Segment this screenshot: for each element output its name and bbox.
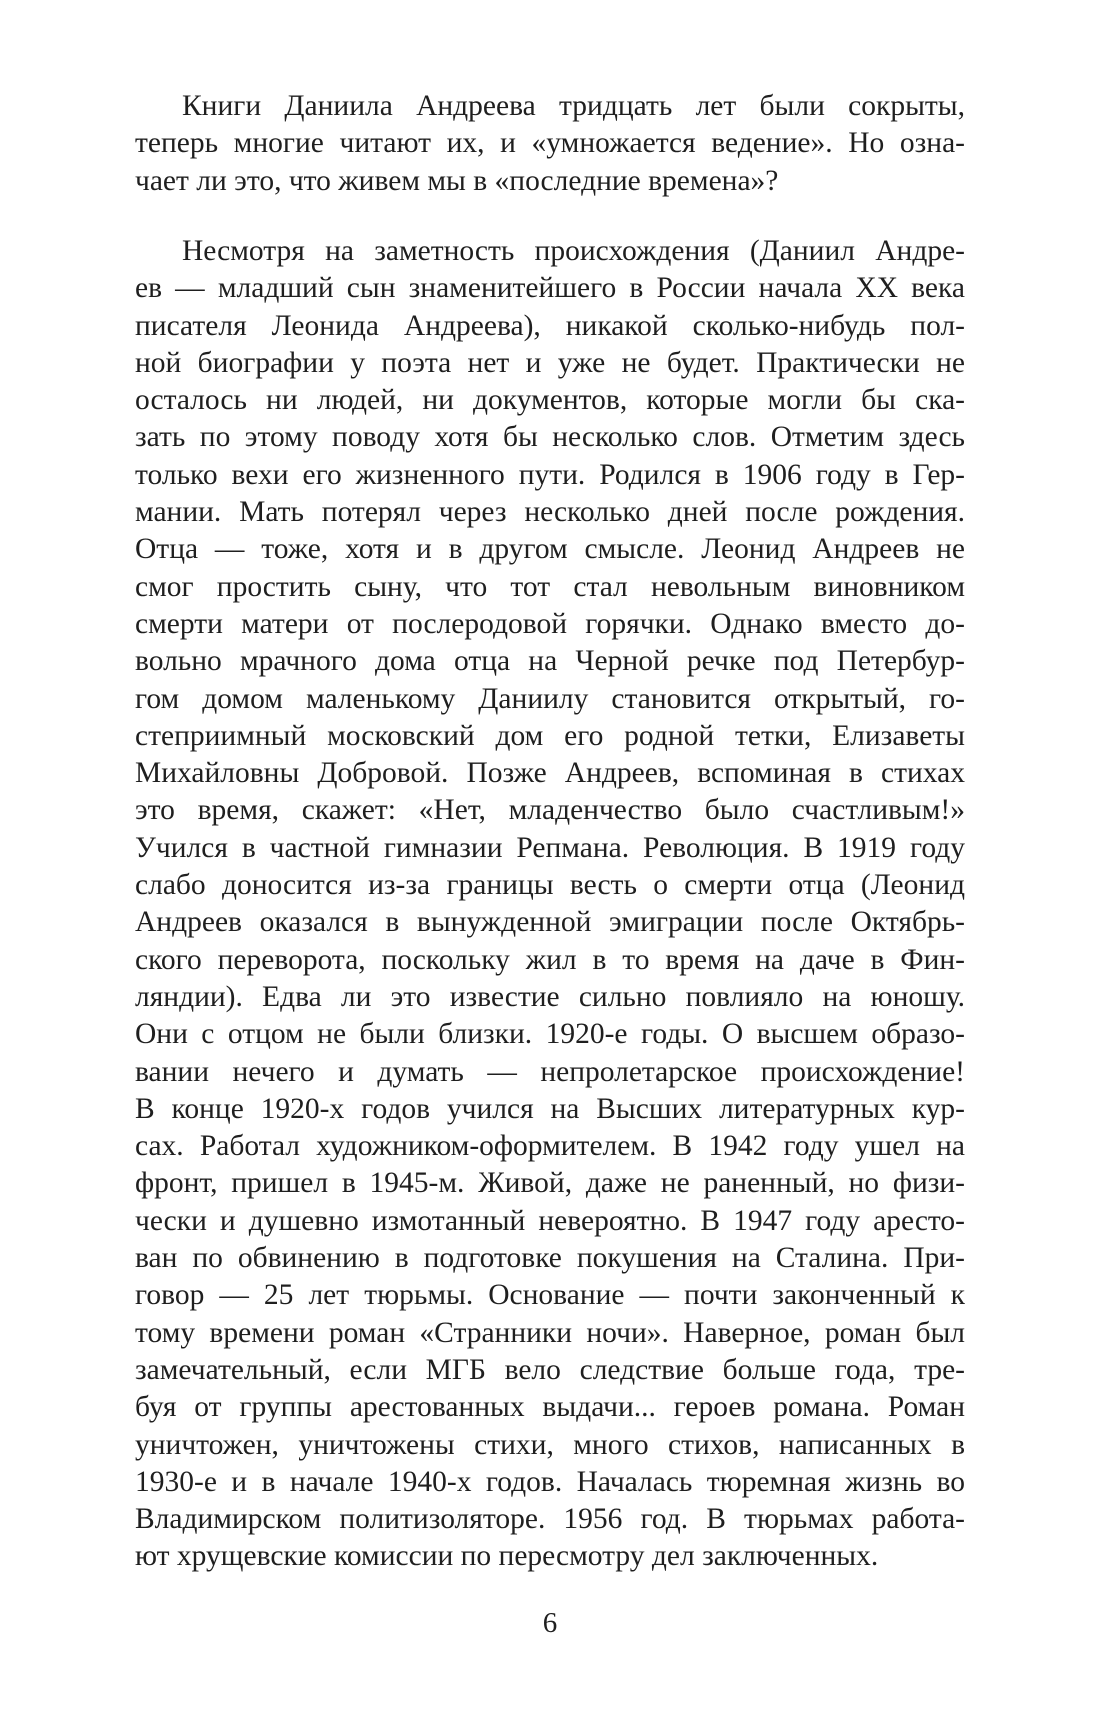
text-line: чает ли это, что живем мы в «последние времена»? (135, 164, 779, 197)
text-line: осталось ни людей, ни документов, которые могли бы ска- (135, 384, 965, 417)
text-line: ван по обвинению в подготовке покушения на Сталина. При- (135, 1242, 965, 1275)
paragraph-1 (135, 88, 965, 200)
text-line: тому времени роман «Странники ночи». Наверное, роман был (135, 1316, 965, 1349)
page-number: 6 (542, 1607, 558, 1639)
text-line: уничтожен, уничтожены стихи, много стихов, написанных в (135, 1428, 965, 1461)
paragraph-2 (135, 233, 965, 1576)
text-line: слабо доносится из-за границы весть о смерти отца (Леонид (135, 869, 965, 902)
text-line: В конце 1920-х годов учился на Высших литературных кур- (135, 1092, 965, 1125)
text-line: гом домом маленькому Даниилу становится открытый, го- (135, 682, 965, 715)
text-line: Михайловны Добровой. Позже Андреев, вспоминая в стихах (135, 757, 965, 790)
text-line: зать по этому поводу хотя бы несколько слов. Отметим здесь (135, 421, 965, 454)
text-line: ского переворота, поскольку жил в то время на даче в Фин- (135, 943, 965, 976)
text-line: фронт, пришел в 1945-м. Живой, даже не раненный, но физи- (135, 1167, 965, 1200)
text-line: сах. Работал художником-оформителем. В 1942 году ушел на (135, 1130, 965, 1163)
text-line: только вехи его жизненного пути. Родился в 1906 году в Гер- (135, 458, 965, 491)
text-line: ной биографии у поэта нет и уже не будет. Практически не (135, 346, 965, 379)
text-line: ев — младший сын знаменитейшего в России начала XX века (135, 272, 965, 305)
text-line: степриимный московский дом его родной тетки, Елизаветы (135, 719, 965, 752)
text-line: вольно мрачного дома отца на Черной речке под Петербур- (135, 645, 965, 678)
text-line: замечательный, если МГБ вело следствие больше года, тре- (135, 1353, 965, 1386)
text-line: вании нечего и думать — непролетарское происхождение! (135, 1055, 965, 1088)
text-line: 1930-е и в начале 1940-х годов. Началась тюремная жизнь во (135, 1465, 965, 1498)
text-line: Они с отцом не были близки. 1920-е годы. О высшем образо- (135, 1018, 965, 1051)
text-line: писателя Леонида Андреева), никакой сколько-нибудь пол- (135, 309, 965, 342)
text-line: ляндии). Едва ли это известие сильно повлияло на юношу. (135, 980, 965, 1013)
text-line: это время, скажет: «Нет, младенчество было счастливым!» (135, 794, 965, 827)
text-line: Отца — тоже, хотя и в другом смысле. Леонид Андреев не (135, 533, 965, 566)
text-line: мании. Мать потерял через несколько дней после рождения. (135, 496, 965, 529)
text-line: Учился в частной гимназии Репмана. Революция. В 1919 году (135, 831, 965, 864)
text-line: Андреев оказался в вынужденной эмиграции после Октябрь- (135, 906, 965, 939)
text-line: смерти матери от послеродовой горячки. Однако вместо до- (135, 607, 965, 640)
text-line: Книги Даниила Андреева тридцать лет были сокрыты, (182, 90, 965, 122)
text-line: чески и душевно измотанный невероятно. В 1947 году аресто- (135, 1204, 965, 1237)
text-line: ют хрущевские комиссии по пересмотру дел заключенных. (135, 1540, 879, 1573)
text-line: Несмотря на заметность происхождения (Даниил Андре- (182, 235, 965, 267)
book-page (135, 0, 965, 1721)
text-line: смог простить сыну, что тот стал невольным виновником (135, 570, 965, 603)
text-line: буя от группы арестованных выдачи... героев романа. Роман (135, 1391, 965, 1424)
text-line: говор — 25 лет тюрьмы. Основание — почти законченный к (135, 1279, 965, 1312)
text-line: Владимирском политизоляторе. 1956 год. В тюрьмах работа- (135, 1503, 965, 1536)
text-line: теперь многие читают их, и «умножается ведение». Но озна- (135, 127, 965, 160)
